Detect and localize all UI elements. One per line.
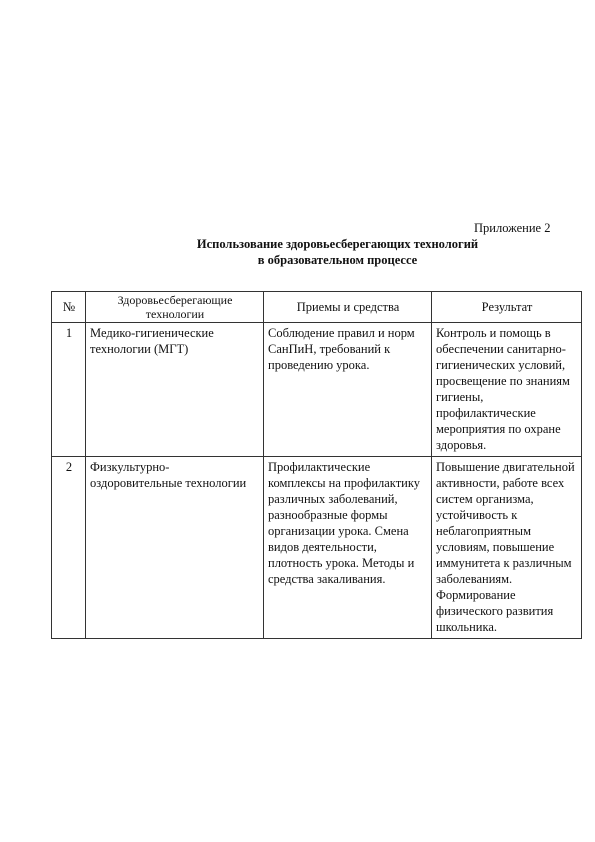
table-header-row (52, 292, 582, 323)
row-technology: Физкультурно-оздоровительные технологии (86, 457, 264, 639)
header-number: № (52, 292, 86, 323)
header-methods: Приемы и средства (264, 292, 432, 323)
row-result: Контроль и помощь в обеспечении санитарно-гигиенических условий, просвещение по знаниям гигиены, профилактические мероприятия по охране здоровья. (432, 323, 582, 457)
title-line-2: в образовательном процессе (257, 253, 418, 267)
row-number: 2 (52, 457, 86, 639)
header-result: Результат (432, 292, 582, 323)
table-row (52, 323, 582, 457)
technologies-table (51, 291, 582, 639)
row-technology: Медико-гигиенические технологии (МГТ) (86, 323, 264, 457)
row-result: Повышение двигательной активности, работе всех систем организма, устойчивость к неблагоприятным условиям, повышение иммунитета к различным заболеваниям. Формирование физического развития школьника. (432, 457, 582, 639)
row-methods: Профилактические комплексы на профилактику различных заболеваний, разнообразные формы организации урока. Смена видов деятельности, плотность урока. Методы и средства закаливания. (264, 457, 432, 639)
appendix-label: Приложение 2 (474, 221, 551, 235)
row-methods: Соблюдение правил и норм СанПиН, требований к проведению урока. (264, 323, 432, 457)
title-line-1: Использование здоровьесберегающих технологий (196, 237, 479, 251)
document-title (0, 236, 595, 268)
header-technologies: Здоровьесберегающие технологии (86, 292, 264, 323)
row-number: 1 (52, 323, 86, 457)
table-row (52, 457, 582, 639)
